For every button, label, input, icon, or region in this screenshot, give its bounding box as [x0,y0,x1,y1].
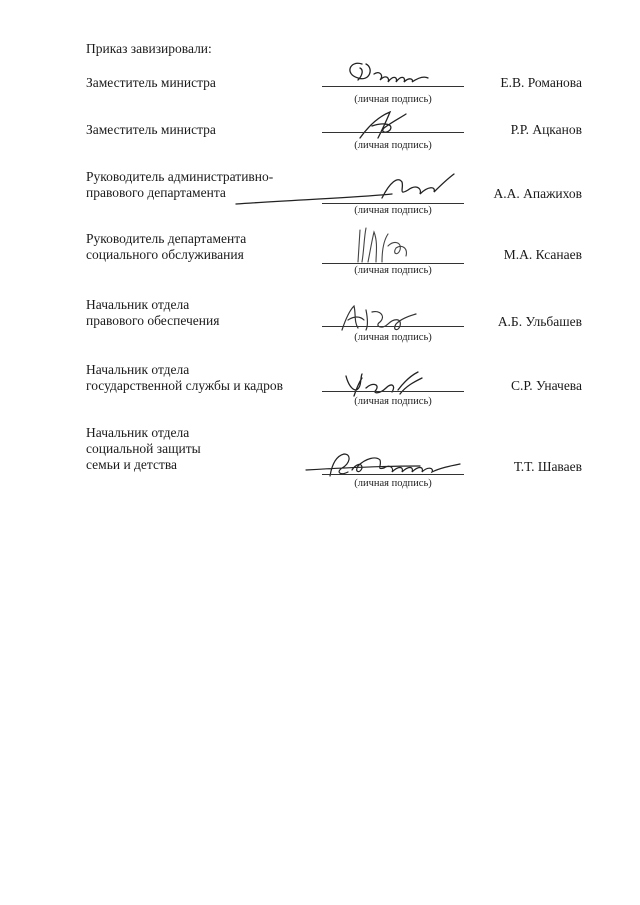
handwritten-signature [300,446,470,482]
signature-line [322,203,464,204]
signature-caption: (личная подпись) [354,140,432,151]
signatory-position: Заместитель министра [86,75,216,90]
signature-line [322,326,464,327]
signatory-position: Начальник отдела правового обеспечения [86,297,220,328]
signatory-name: С.Р. Уначева [511,378,582,393]
signature-line [322,263,464,264]
signature-line [322,391,464,392]
handwritten-signature [350,104,430,144]
signatory-position: Начальник отдела социальной защиты семьи и детства [86,425,201,472]
signature-caption: (личная подпись) [354,332,432,343]
signature-caption: (личная подпись) [354,478,432,489]
signatory-position: Руководитель департамента социального обслуживания [86,231,247,262]
signatory-position: Руководитель административно- правового департамента [86,169,274,200]
handwritten-signature [340,366,430,400]
signature-line [322,86,464,87]
signatory-name: М.А. Ксанаев [503,247,582,262]
signature-caption: (личная подпись) [354,396,432,407]
signature-caption: (личная подпись) [354,265,432,276]
signatory-name: Р.Р. Ацканов [510,122,582,137]
handwritten-signature [336,300,426,336]
signatory-name: А.А. Апажихов [493,186,582,201]
signatory-name: Т.Т. Шаваев [513,459,582,474]
signatory-position: Заместитель министра [86,122,216,137]
signatory-name: Е.В. Романова [500,75,582,90]
signatory-position: Начальник отдела государственной службы и кадров [86,362,284,393]
signature-caption: (личная подпись) [354,94,432,105]
handwritten-signature [352,222,432,266]
signatory-name: А.Б. Ульбашев [497,314,582,329]
signature-caption: (личная подпись) [354,205,432,216]
signature-line [322,474,464,475]
approval-heading: Приказ завизировали: [86,41,212,56]
signature-line [322,132,464,133]
